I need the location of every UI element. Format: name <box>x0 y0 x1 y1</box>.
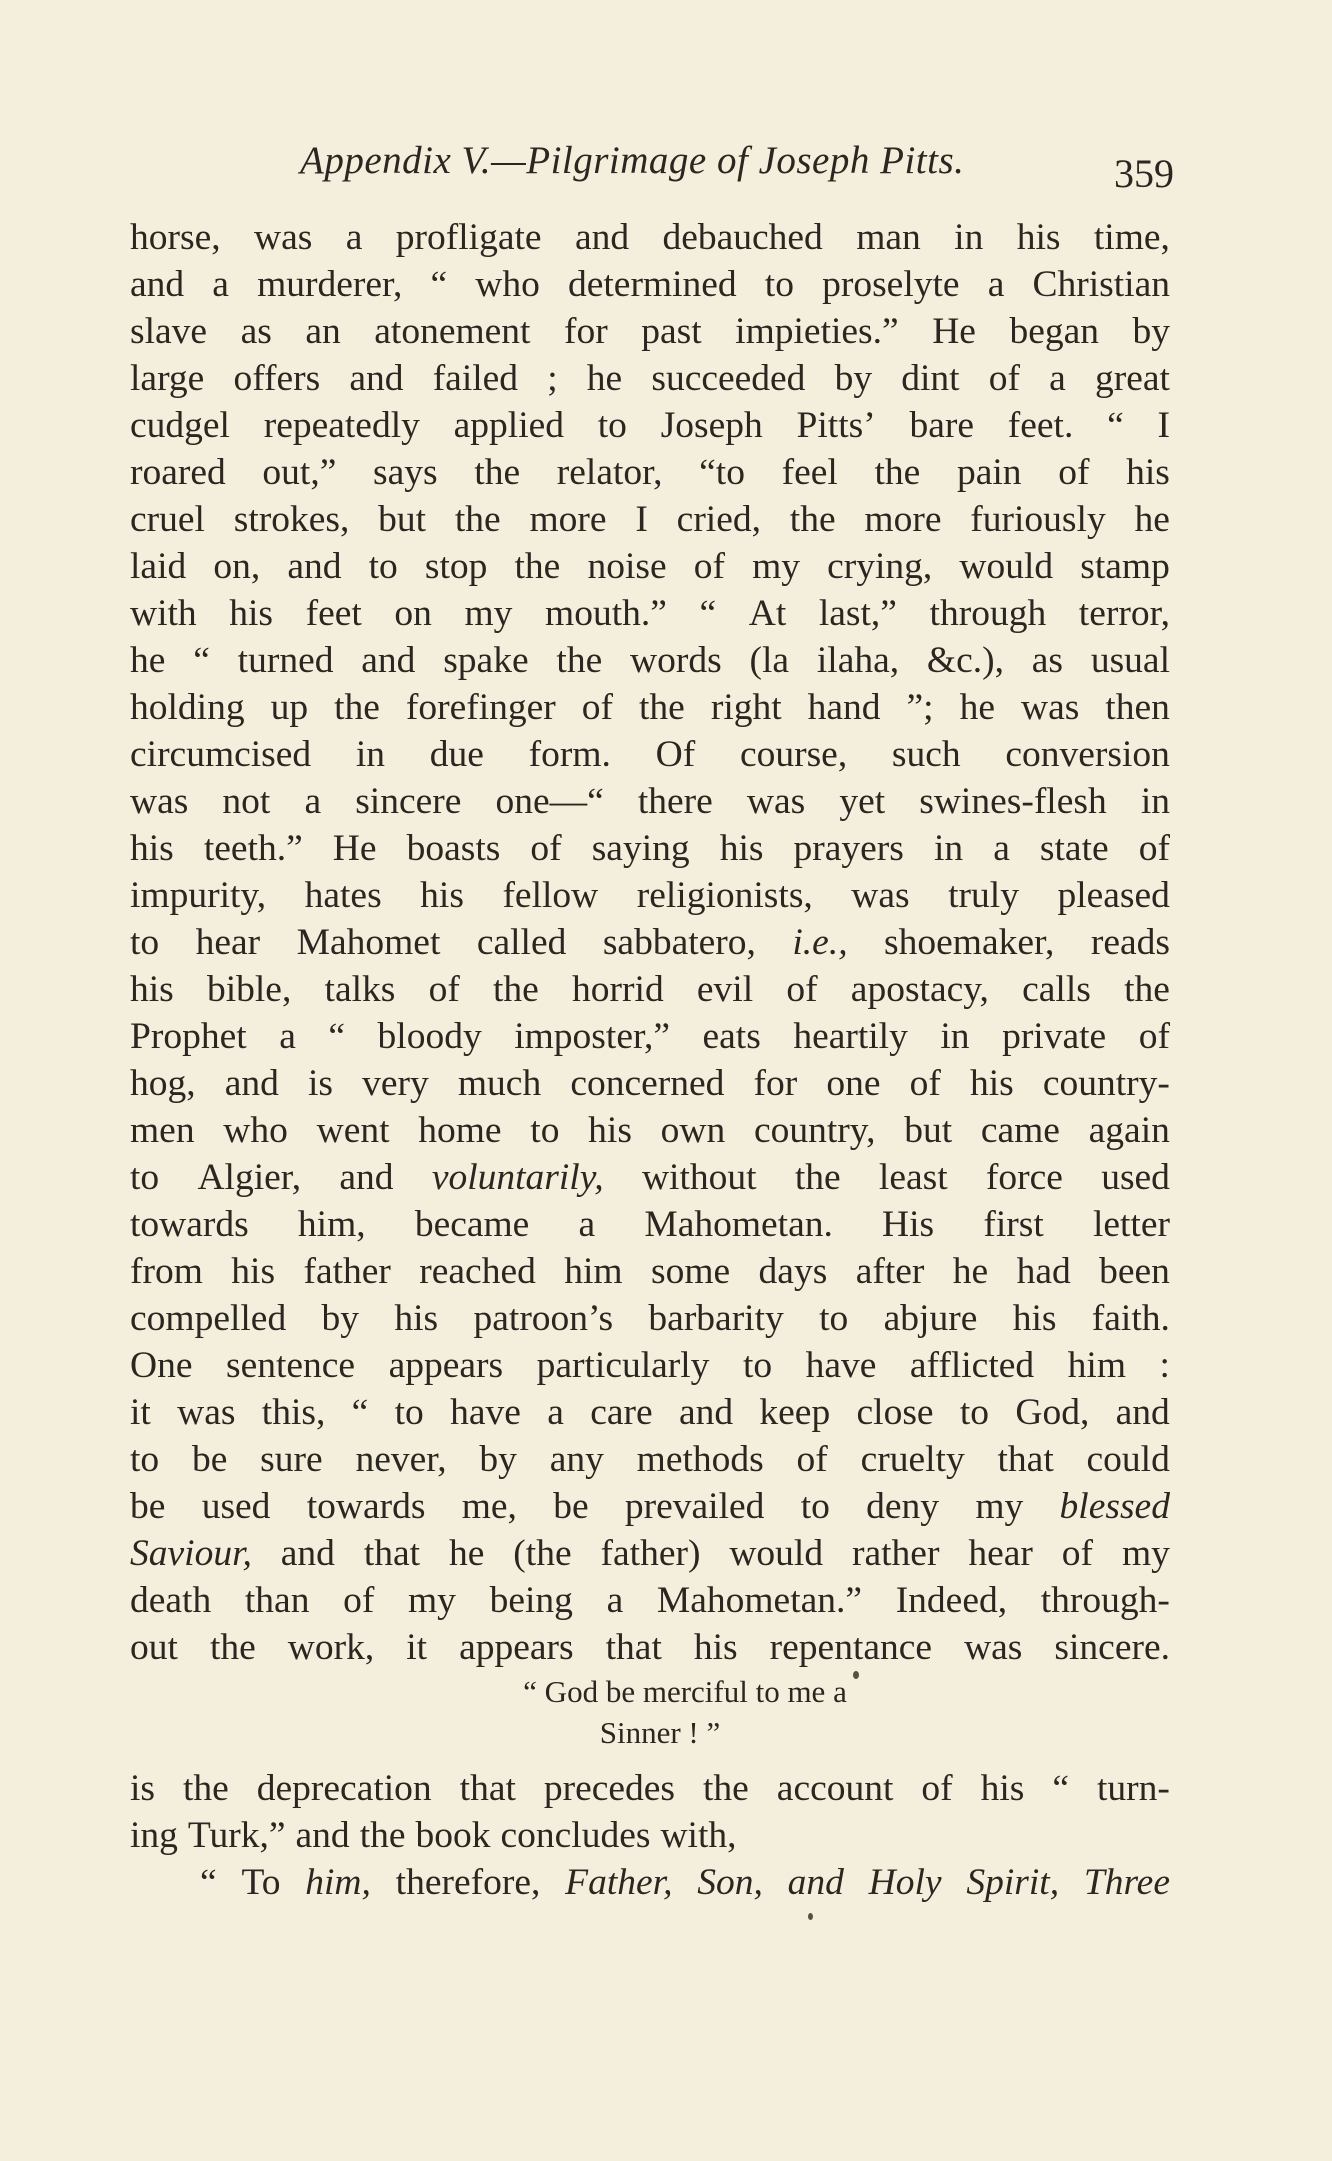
body.after_lines-line: is the deprecation that precedes the account of his “ turn- <box>130 1768 1170 1809</box>
body.lines-line: death than of my being a Mahometan.” Indeed, through- <box>130 1580 1170 1621</box>
body.lines-line: to hear Mahomet called sabbatero, i.e., shoemaker, reads <box>130 922 1170 963</box>
body.lines-line: large offers and failed ; he succeeded by dint of a great <box>130 358 1170 399</box>
body-text <box>130 214 1170 1906</box>
ink-speck <box>853 1671 859 1679</box>
body.lines-line: to Algier, and voluntarily, without the least force used <box>130 1157 1170 1198</box>
main-paragraph <box>130 214 1170 1671</box>
verse-line-2: Sinner ! ” <box>599 1715 721 1750</box>
body.lines-line: with his feet on my mouth.” “ At last,” through terror, <box>130 593 1170 634</box>
body.lines-line: Prophet a “ bloody imposter,” eats heartily in private of <box>130 1016 1170 1057</box>
body.lines-line: circumcised in due form. Of course, such conversion <box>130 734 1170 775</box>
final-line: “ To him, therefore, Father, Son, and Holy Spirit, Three <box>200 1862 1170 1903</box>
body.lines-line: slave as an atonement for past impieties.” He began by <box>130 311 1170 352</box>
body.lines-line: One sentence appears particularly to have afflicted him : <box>130 1345 1170 1386</box>
body.lines-line: his teeth.” He boasts of saying his prayers in a state of <box>130 828 1170 869</box>
running-head <box>300 138 1180 198</box>
body.lines-line: impurity, hates his fellow religionists, was truly pleased <box>130 875 1170 916</box>
quotation-line <box>130 1859 1170 1906</box>
body.lines-line: out the work, it appears that his repentance was sincere. <box>130 1627 1170 1668</box>
body.lines-line: men who went home to his own country, but came again <box>130 1110 1170 1151</box>
body.lines-line: it was this, “ to have a care and keep close to God, and <box>130 1392 1170 1433</box>
body.lines-line: compelled by his patroon’s barbarity to abjure his faith. <box>130 1298 1170 1339</box>
running-title: Appendix V.—Pilgrimage of Joseph Pitts. <box>300 139 965 182</box>
page-number: 359 <box>1114 151 1174 196</box>
body.lines-line: he “ turned and spake the words (la ilaha, &c.), as usual <box>130 640 1170 681</box>
verse-line-1: “ God be merciful to me a <box>523 1674 847 1709</box>
body.after_lines-line: ing Turk,” and the book concludes with, <box>130 1815 737 1856</box>
body.lines-line: hog, and is very much concerned for one of his country- <box>130 1063 1170 1104</box>
body.lines-line: his bible, talks of the horrid evil of apostacy, calls the <box>130 969 1170 1010</box>
body.lines-line: horse, was a profligate and debauched man in his time, <box>130 217 1170 258</box>
body.lines-line: cudgel repeatedly applied to Joseph Pitts’ bare feet. “ I <box>130 405 1170 446</box>
body.lines-line: to be sure never, by any methods of cruelty that could <box>130 1439 1170 1480</box>
body.lines-line: be used towards me, be prevailed to deny my blessed <box>130 1486 1170 1527</box>
continuation-paragraph <box>130 1765 1170 1859</box>
body.lines-line: holding up the forefinger of the right hand ”; he was then <box>130 687 1170 728</box>
body.lines-line: was not a sincere one—“ there was yet swines-flesh in <box>130 781 1170 822</box>
body.lines-line: from his father reached him some days after he had been <box>130 1251 1170 1292</box>
body.lines-line: laid on, and to stop the noise of my crying, would stamp <box>130 546 1170 587</box>
body.lines-line: and a murderer, “ who determined to proselyte a Christian <box>130 264 1170 305</box>
body.lines-line: roared out,” says the relator, “to feel the pain of his <box>130 452 1170 493</box>
body.lines-line: cruel strokes, but the more I cried, the more furiously he <box>130 499 1170 540</box>
body.lines-line: towards him, became a Mahometan. His first letter <box>130 1204 1170 1245</box>
body.lines-line: Saviour, and that he (the father) would rather hear of my <box>130 1533 1170 1574</box>
ink-speck <box>808 1913 813 1920</box>
